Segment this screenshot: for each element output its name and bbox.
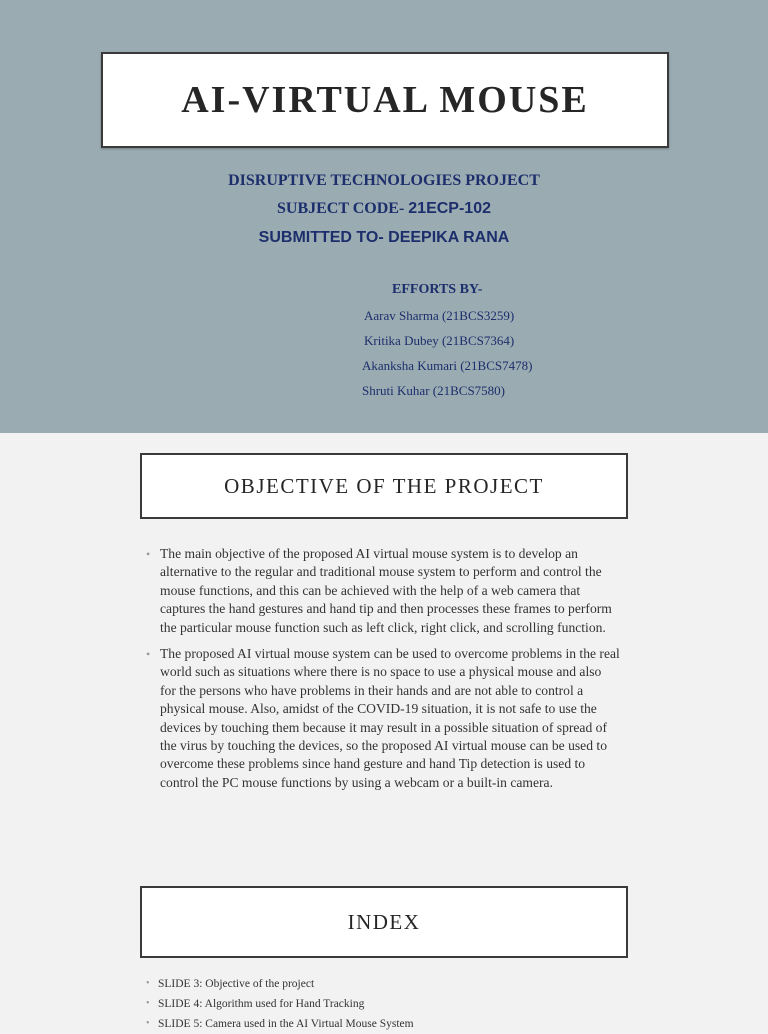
subject-code-value: 21ECP-102 bbox=[408, 200, 491, 217]
subject-code-label: SUBJECT CODE- bbox=[276, 200, 409, 217]
index-item: • SLIDE 5: Camera used in the AI Virtual Mouse System bbox=[144, 1014, 620, 1034]
member-name: Akanksha Kumari (21BCS7478) bbox=[362, 358, 533, 373]
index-item: • SLIDE 3: Objective of the project bbox=[144, 974, 620, 994]
index-heading: INDEX bbox=[347, 909, 421, 934]
objective-bullet: • The main objective of the proposed AI virtual mouse system is to develop an alternative to the regular and traditional mouse system to perform and control the mouse functions, and this can be achieved with the help of a web camera that captures the hand gestures and hand tip and then processes these frames to perform the particular mouse function such as left click, right click, and scrolling function. bbox=[144, 545, 620, 637]
efforts-heading: EFFORTS BY- bbox=[392, 282, 483, 297]
subject-code bbox=[0, 200, 768, 218]
project-type: DISRUPTIVE TECHNOLOGIES PROJECT bbox=[228, 172, 540, 189]
objective-bullet: • The proposed AI virtual mouse system can be used to overcome problems in the real world such as situations where there is no space to use a physical mouse and also for the persons who have problems in their hands and are not able to control a physical mouse. Also, amidst of the COVID-19 situation, it is not safe to use the devices by touching them because it may result in a possible situation of spread of the virus by touching the devices, so the proposed AI virtual mouse can be used to overcome these problems since hand gesture and hand Tip detection is used to control the PC mouse functions by using a webcam or a built-in camera. bbox=[144, 645, 620, 792]
member-name: Shruti Kuhar (21BCS7580) bbox=[362, 383, 505, 398]
submitted-to: SUBMITTED TO- DEEPIKA RANA bbox=[258, 229, 510, 246]
objective-heading: OBJECTIVE OF THE PROJECT bbox=[224, 473, 544, 498]
index-item: • SLIDE 4: Algorithm used for Hand Tracking bbox=[144, 994, 620, 1014]
index-list bbox=[144, 974, 620, 1034]
title-slide bbox=[0, 0, 768, 433]
member-name: Kritika Dubey (21BCS7364) bbox=[364, 333, 515, 348]
slide-title: AI-VIRTUAL MOUSE bbox=[181, 79, 589, 121]
title-box bbox=[101, 52, 669, 148]
index-heading-box bbox=[140, 886, 628, 958]
objective-list bbox=[144, 545, 620, 800]
objective-heading-box bbox=[140, 453, 628, 519]
member-name: Aarav Sharma (21BCS3259) bbox=[364, 308, 515, 323]
